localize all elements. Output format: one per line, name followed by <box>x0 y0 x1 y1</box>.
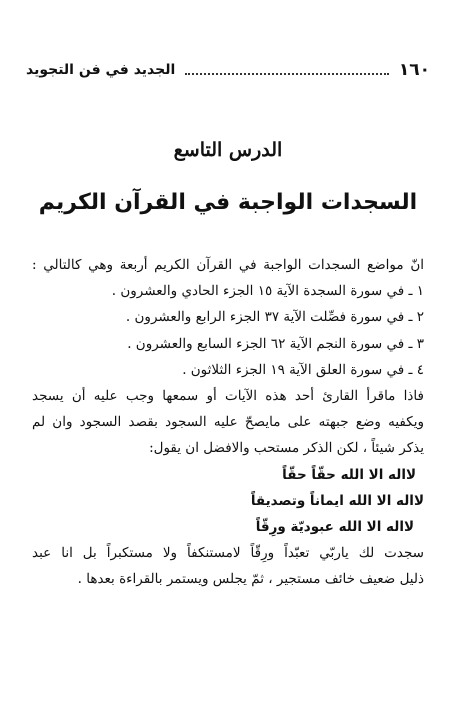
text-line: فاذا ماقرأ القارئ أحد هذه الآيات أو سمعها وجب عليه أن يسجد <box>32 388 424 405</box>
list-item: ١ ـ في سورة السجدة الآية ١٥ الجزء الحادي والعشرون . <box>111 283 424 300</box>
list-item: ٤ ـ في سورة العلق الآية ١٩ الجزء الثلاثون . <box>182 361 424 378</box>
text-line: سجدت لك ياربّي تعبّداً ورِقّاً لامستنكفاً ولا مستكبراً بل انا عبد <box>32 545 424 562</box>
body-text <box>32 252 424 593</box>
page-number: ١٦٠ <box>398 60 430 80</box>
lesson-number: الدرس التاسع <box>173 139 283 161</box>
text-line: ذليل ضعيف خائف مستجير ، ثمّ يجلس ويستمر بالقراءة بعدها . <box>77 571 424 588</box>
dhikr-line: لااله الا الله عبوديّة ورِقّاً <box>255 519 414 536</box>
lesson-title: السجدات الواجبة في القرآن الكريم <box>38 190 418 215</box>
book-title: الجديد في فن التجويد <box>26 62 176 78</box>
text-line: ويكفيه وضع جبهته على مايصحّ عليه السجود بقصد السجود وان لم <box>32 414 424 431</box>
text-line: انّ مواضع السجدات الواجبة في القرآن الكريم أربعة وهي كالتالي : <box>32 257 424 273</box>
list-item: ٣ ـ في سورة النجم الآية ٦٢ الجزء السابع والعشرون . <box>127 335 424 352</box>
dhikr-line: لااله الا الله حقّاً حقّاً <box>282 466 416 483</box>
running-header <box>26 56 430 84</box>
text-line: يذكر شيئاً ، لكن الذكر مستحب والافضل ان يقول: <box>149 440 424 457</box>
list-item: ٢ ـ في سورة فصِّلت الآية ٣٧ الجزء الرابع والعشرون . <box>125 309 424 326</box>
header-dotted-leader <box>185 73 389 75</box>
dhikr-line: لااله الا الله ايماناً وتصديقاً <box>250 492 424 509</box>
